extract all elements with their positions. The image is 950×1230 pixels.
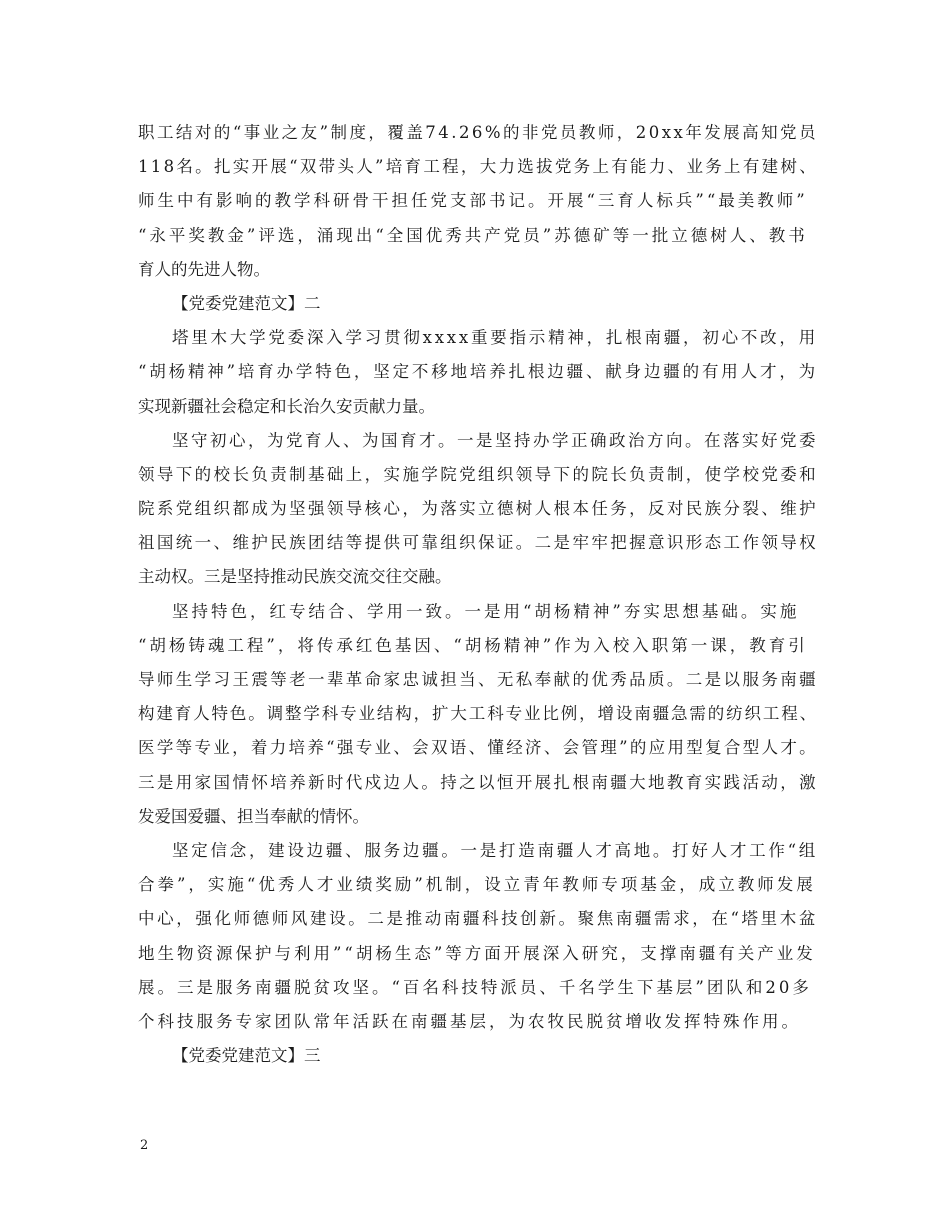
- text-line: “胡杨铸魂工程”，将传承红色基因、“胡杨精神”作为入校入职第一课，教育引: [138, 635, 808, 655]
- text-line: 118名。扎实开展“双带头人”培育工程，大力选拔党务上有能力、业务上有建树、: [138, 157, 818, 177]
- text-line: 坚守初心，为党育人、为国育才。一是坚持办学正确政治方向。在落实好党委: [172, 430, 818, 450]
- text-line: 祖国统一、维护民族团结等提供可靠组织保证。二是牢牢把握意识形态工作领导权: [138, 533, 818, 553]
- body-text: [138, 116, 818, 1073]
- text-line: 【党委党建范文】二: [172, 293, 321, 313]
- text-line: 院系党组织都成为坚强领导核心，为落实立德树人根本任务，反对民族分裂、维护: [138, 499, 818, 519]
- text-line: 育人的先进人物。: [138, 259, 270, 279]
- text-line: 师生中有影响的教学科研骨干担任党支部书记。开展“三育人标兵”“最美教师”: [138, 191, 808, 211]
- text-line: 地生物资源保护与利用”“胡杨生态”等方面开展深入研究，支撑南疆有关产业发: [138, 943, 816, 963]
- text-line: 实现新疆社会稳定和长治久安贡献力量。: [138, 396, 435, 416]
- text-line: 导师生学习王震等老一辈革命家忠诚担当、无私奉献的优秀品质。二是以服务南疆: [138, 670, 818, 689]
- text-line: 【党委党建范文】三: [172, 1046, 321, 1066]
- page-number: 2: [140, 1138, 149, 1153]
- text-line: 发爱国爱疆、担当奉献的情怀。: [138, 806, 369, 826]
- text-line: “永平奖教金”评选，涌现出“全国优秀共产党员”苏德矿等一批立德树人、教书: [138, 225, 808, 245]
- text-line: 坚定信念，建设边疆、服务边疆。一是打造南疆人才高地。打好人才工作“组: [172, 840, 818, 860]
- text-line: 主动权。三是坚持推动民族交流交往交融。: [138, 567, 452, 587]
- text-line: 塔里木大学党委深入学习贯彻xxxx重要指示精神，扎根南疆，初心不改，用: [172, 328, 818, 348]
- text-line: 构建育人特色。调整学科专业结构，扩大工科专业比例，增设南疆急需的纺织工程、: [138, 704, 818, 724]
- text-line: 职工结对的“事业之友”制度，覆盖74.26%的非党员教师，20xx年发展高知党员: [138, 123, 818, 142]
- text-line: 展。三是服务南疆脱贫攻坚。“百名科技特派员、千名学生下基层”团队和20多: [138, 977, 812, 997]
- text-line: 中心，强化师德师风建设。二是推动南疆科技创新。聚焦南疆需求，在“塔里木盆: [138, 909, 818, 929]
- text-line: 医学等专业，着力培养“强专业、会双语、懂经济、会管理”的应用型复合型人才。: [138, 738, 818, 758]
- text-line: 坚持特色，红专结合、学用一致。一是用“胡杨精神”夯实思想基础。实施: [172, 601, 800, 621]
- text-line: 三是用家国情怀培养新时代戍边人。持之以恒开展扎根南疆大地教育实践活动，激: [138, 772, 818, 792]
- text-line: 合拳”，实施“优秀人才业绩奖励”机制，设立青年教师专项基金，成立教师发展: [138, 875, 816, 895]
- text-line: 领导下的校长负责制基础上，实施学院党组织领导下的院长负责制，使学校党委和: [138, 464, 818, 484]
- text-line: “胡杨精神”培育办学特色，坚定不移地培养扎根边疆、献身边疆的有用人才，为: [138, 362, 818, 382]
- text-line: 个科技服务专家团队常年活跃在南疆基层，为农牧民脱贫增收发挥特殊作用。: [138, 1011, 801, 1031]
